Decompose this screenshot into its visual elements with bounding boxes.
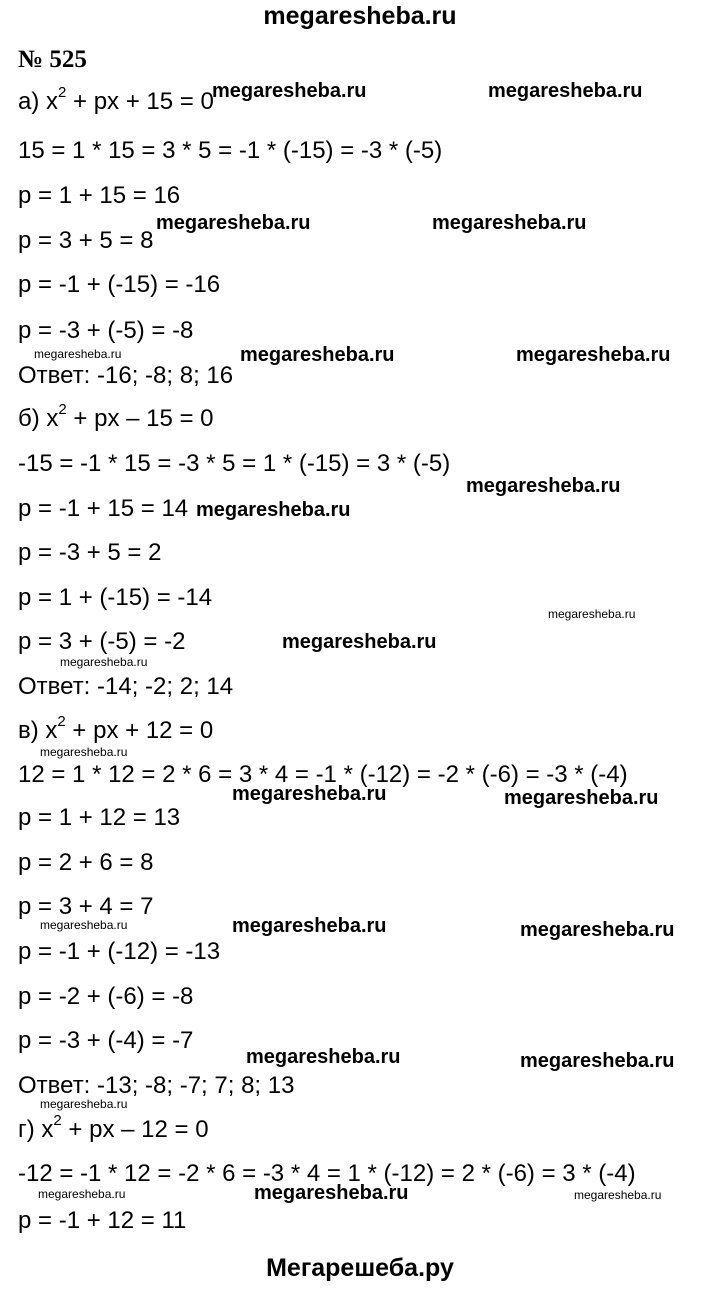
watermark: megaresheba.ru [196, 499, 351, 521]
p-line-b3: p = 1 + (-15) = -14 [18, 584, 213, 611]
problem-number: № 525 [18, 46, 87, 73]
site-footer: Мегарешеба.ру [266, 1254, 454, 1282]
answer-v: Ответ: -13; -8; -7; 7; 8; 13 [18, 1072, 295, 1099]
factors-a: 15 = 1 * 15 = 3 * 5 = -1 * (-15) = -3 * (-5) [18, 137, 443, 164]
p-line-v3: p = 3 + 4 = 7 [18, 893, 154, 920]
watermark: megaresheba.ru [466, 475, 621, 497]
p-line-a1: p = 1 + 15 = 16 [18, 182, 181, 209]
watermark: megaresheba.ru [574, 1188, 662, 1202]
watermark: megaresheba.ru [34, 347, 122, 361]
equation-a [18, 84, 214, 116]
answer-a: Ответ: -16; -8; 8; 16 [18, 362, 234, 389]
answer-b: Ответ: -14; -2; 2; 14 [18, 673, 234, 700]
watermark: megaresheba.ru [232, 915, 387, 937]
watermark: megaresheba.ru [40, 1097, 128, 1111]
p-line-a4: p = -3 + (-5) = -8 [18, 317, 194, 344]
watermark: megaresheba.ru [488, 80, 643, 102]
equation-v-tail: + px + 12 = 0 [65, 717, 214, 744]
equation-b-tail: + px – 15 = 0 [66, 405, 214, 432]
watermark: megaresheba.ru [240, 344, 395, 366]
equation-a-label: а) x [18, 88, 59, 115]
factors-g: -12 = -1 * 12 = -2 * 6 = -3 * 4 = 1 * (-12) = 2 * (-6) = 3 * (-4) [18, 1160, 636, 1187]
equation-v [18, 713, 214, 745]
p-line-b4: p = 3 + (-5) = -2 [18, 628, 186, 655]
watermark: megaresheba.ru [520, 1050, 675, 1072]
p-line-v6: p = -3 + (-4) = -7 [18, 1027, 194, 1054]
watermark: megaresheba.ru [232, 783, 387, 805]
watermark: megaresheba.ru [38, 1187, 126, 1201]
equation-b-exponent: 2 [58, 401, 67, 418]
factors-b: -15 = -1 * 15 = -3 * 5 = 1 * (-15) = 3 * (-5) [18, 450, 451, 477]
watermark: megaresheba.ru [40, 918, 128, 932]
watermark: megaresheba.ru [156, 212, 311, 234]
watermark: megaresheba.ru [504, 787, 659, 809]
equation-b [18, 401, 214, 433]
watermark: megaresheba.ru [212, 80, 367, 102]
watermark: megaresheba.ru [282, 631, 437, 653]
equation-a-tail: + px + 15 = 0 [66, 88, 214, 115]
p-line-g1: p = -1 + 12 = 11 [18, 1207, 187, 1234]
equation-g-tail: + px – 12 = 0 [61, 1116, 209, 1143]
watermark: megaresheba.ru [548, 607, 636, 621]
factors-v: 12 = 1 * 12 = 2 * 6 = 3 * 4 = -1 * (-12) = -2 * (-6) = -3 * (-4) [18, 761, 628, 788]
equation-a-exponent: 2 [58, 84, 67, 101]
watermark: megaresheba.ru [432, 212, 587, 234]
watermark: megaresheba.ru [246, 1046, 401, 1068]
p-line-a3: p = -1 + (-15) = -16 [18, 271, 221, 298]
p-line-v4: p = -1 + (-12) = -13 [18, 938, 221, 965]
watermark: megaresheba.ru [520, 919, 675, 941]
equation-v-label: в) x [18, 717, 58, 744]
equation-g-exponent: 2 [53, 1112, 62, 1129]
site-header: megaresheba.ru [263, 2, 457, 30]
watermark: megaresheba.ru [516, 344, 671, 366]
watermark: megaresheba.ru [40, 745, 128, 759]
equation-g-label: г) x [18, 1116, 54, 1143]
p-line-a2: p = 3 + 5 = 8 [18, 227, 154, 254]
watermark: megaresheba.ru [60, 655, 148, 669]
p-line-v2: p = 2 + 6 = 8 [18, 849, 154, 876]
watermark: megaresheba.ru [254, 1182, 409, 1204]
p-line-b2: p = -3 + 5 = 2 [18, 539, 162, 566]
equation-b-label: б) x [18, 405, 59, 432]
equation-g [18, 1112, 209, 1144]
p-line-v1: p = 1 + 12 = 13 [18, 804, 181, 831]
p-line-v5: p = -2 + (-6) = -8 [18, 983, 194, 1010]
p-line-b1: p = -1 + 15 = 14 [18, 495, 189, 522]
equation-v-exponent: 2 [57, 713, 66, 730]
